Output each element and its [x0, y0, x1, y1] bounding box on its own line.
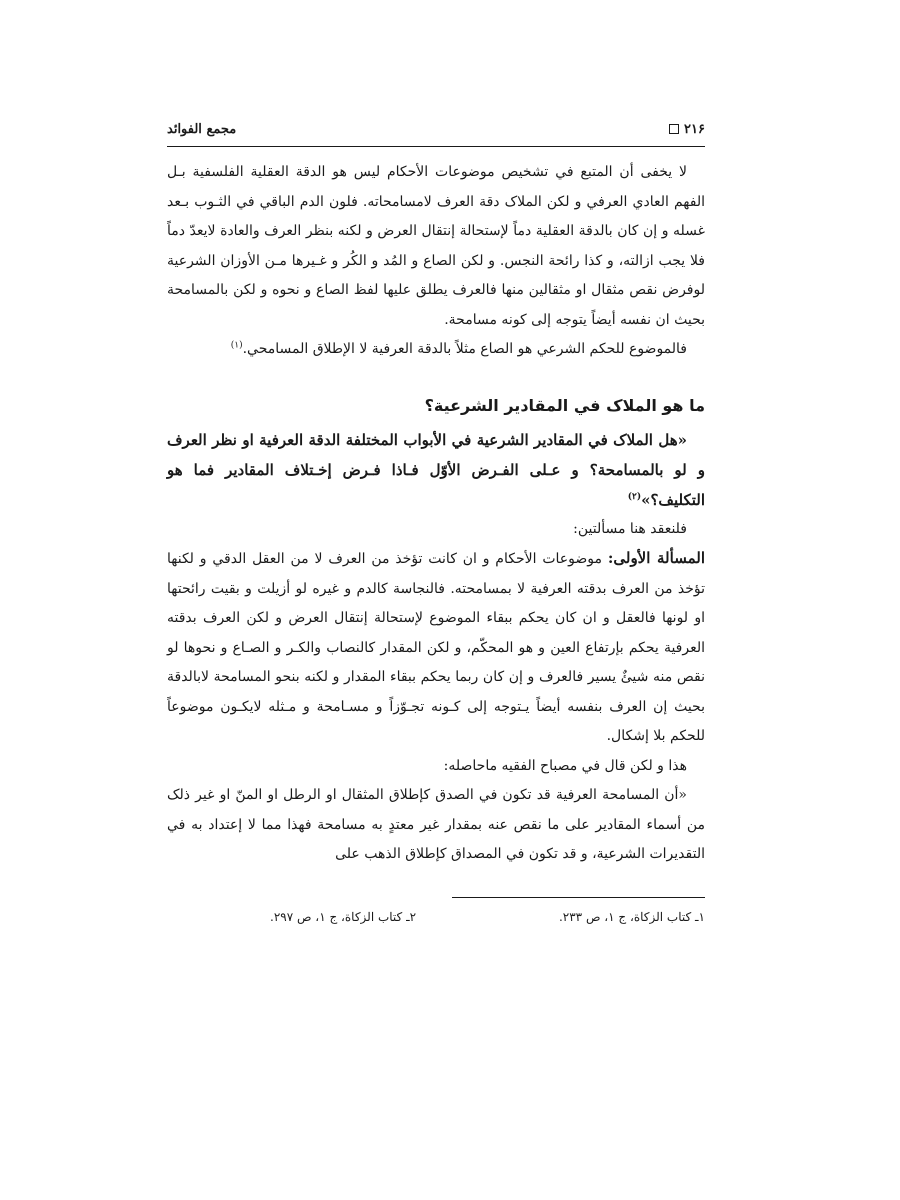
header-divider	[167, 146, 705, 147]
paragraph-quote-two: «أن المسامحة العرفية قد تكون في الصدق كإطلاق المثقال او الرطل او المنّ او غير ذلک من أسماء المقادير على ما نقص عنه بمقدار غير معتدٍ به مسامحة فهذا مما لا إعتداد به في التقديرات الشرعية، و قد تكون في المصداق كإطلاق الذهب على	[167, 787, 705, 862]
paragraph-two-questions: فلنعقد هنا مسألتين:	[573, 520, 687, 537]
paragraph-misbah: هذا و لكن قال في مصباح الفقيه ماحاصله:	[443, 757, 687, 774]
footnotes	[270, 910, 705, 924]
footnote-1: ۱ـ كتاب الزكاة، ج ۱، ص ۲۳۳.	[558, 910, 705, 924]
page-number-text: ۲۱۶	[684, 121, 705, 137]
issue-one-label: المسألة الأولى:	[607, 549, 705, 567]
paragraph-conclusion	[167, 335, 705, 365]
paragraph-conclusion-text: فالموضوع للحكم الشرعي هو الصاع مثلاً بالدقة العرفية لا الإطلاق المسامحي.	[242, 341, 687, 357]
footnote-2: ۲ـ كتاب الزكاة، ج ۱، ص ۲۹۷.	[270, 910, 417, 924]
page-body	[167, 158, 705, 870]
footnote-ref-2: (۲)	[627, 491, 642, 502]
issue-one-text: موضوعات الأحكام و ان كانت تؤخذ من العرف لا من العقل الدقي و لكنها تؤخذ من العرف بدقته العرفية لا بمسامحته. فالنجاسة كالدم و غيره لو أزيلت و بقيت رائحتها او لونها فالعقل و ان كان يحكم ببقاء الموضوع لإستحالة إنتقال العرض و لكن العرف بدقته العرفية يحكم بإرتفاع العين و هو المحكّم، و لكن المقدار كالنصاب والكـر و الصـاع و نحوها لو نقص منه شيئٌ يسير فالعرف و إن كان ربما يحكم ببقاء المقدار و لكنه بنحو المسامحة لابالدقة بحيث إن العرف بنفسه أيضاً يـتوجه إلى كـونه تجـوّزاً و مسـامحة و مـثله لايكـون موضوعاً للحكم بلا إشكال.	[167, 551, 705, 744]
paragraph-intro: لا يخفى أن المتبع في تشخيص موضوعات الأحكام ليس هو الدقة العقلية الفلسفية بـل الفهم العادي العرفي و لكن الملاک دقة العرف لامسامحاته. فلون الدم الباقي في الثـوب بـعد غسله و إن كان بالدقة العقلية دماً لإستحالة إنتقال العرض و لكنه بنظر العرف والعادة لايعدّ دماً فلا يجب ازالته، و كذا رائحة النجس. و لكن الصاع و المُد و الكُر و غـيرها مـن الأوزان الشرعية لوفرض نقص مثقال او مثقالين منها فالعرف يطلق عليها لفظ الصاع و نحوه و لكن بالمسامحة بحيث ان نفسه أيضاً يتوجه إلى كونه مسامحة.	[167, 164, 705, 328]
quoted-question-text: «هل الملاک في المقادير الشرعية في الأبواب المختلفة الدقة العرفية او نظر العرف و لو بالمسامحة؟ و عـلى الفـرض الأوّل فـاذا فـرض إخـتلاف المقادير فما هو التكليف؟»	[167, 430, 705, 509]
section-heading: ما هو الملاک في المقادير الشرعية؟	[424, 395, 705, 415]
square-icon	[669, 124, 679, 134]
footnote-ref-1: (۱)	[230, 340, 243, 351]
quoted-question	[167, 425, 705, 515]
running-header	[167, 116, 705, 142]
book-title: مجمع الفوائد	[167, 121, 237, 137]
page-number	[669, 122, 705, 137]
paragraph-issue-one	[167, 544, 705, 752]
footnote-divider	[452, 897, 705, 898]
